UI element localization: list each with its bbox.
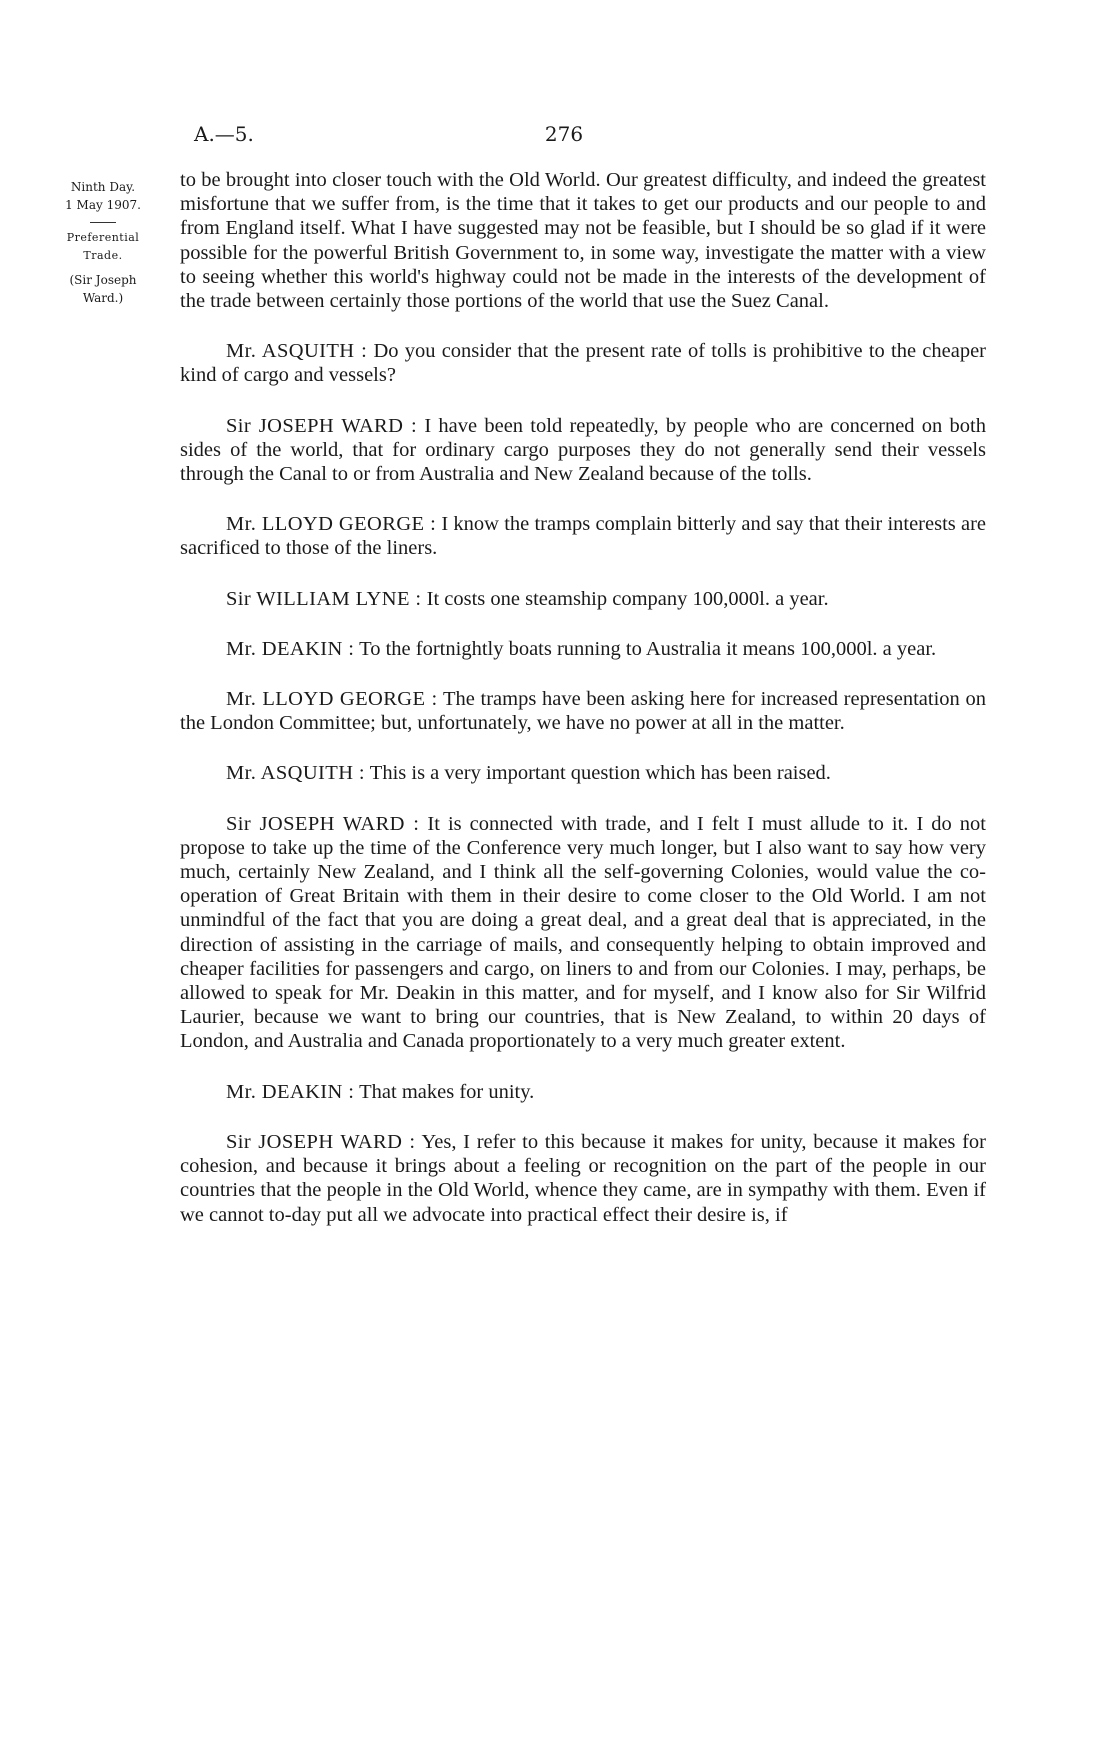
speaker-name: Mr. DEAKIN : [226, 637, 355, 660]
margin-divider [90, 222, 116, 223]
paragraph-text: Yes, I refer to this because it makes for unity, because it makes for cohesion, and because it brings about a feeling or recognition on the part of the people in our countries that the people in the Old World, whence they came, are in sympathy with them. Even if we cannot to-day put all we advocate into practical effect their desire is, if [180, 1130, 986, 1226]
margin-topic-line1: Preferential [66, 231, 140, 244]
paragraph [180, 168, 986, 313]
paragraph-text: This is a very important question which has been raised. [369, 762, 831, 785]
paragraph-text: To the fortnightly boats running to Australia it means 100,000l. a year. [359, 637, 937, 660]
paragraph-text: Do you consider that the present rate of tolls is prohibitive to the cheaper kind of cargo and vessels? [180, 340, 987, 387]
document-body [180, 168, 986, 1253]
page-number: 276 [544, 122, 584, 146]
speaker-name: Sir JOSEPH WARD : [226, 1130, 416, 1153]
paragraph-text: I know the tramps complain bitterly and say that their interests are sacrificed to those of the liners. [180, 513, 986, 560]
margin-notes [38, 178, 168, 307]
margin-day: Ninth Day. [70, 180, 136, 194]
paragraph [180, 339, 986, 387]
paragraph-text: I have been told repeatedly, by people who are concerned on both sides of the world, that for ordinary cargo purposes they do not generally send their vessels through the Canal to or from Australia and New Zealand because of the tolls. [180, 414, 986, 486]
margin-topic-line2: Trade. [83, 249, 123, 262]
paragraph-text: The tramps have been asking here for increased representation on the London Committee; but, unfortunately, we have no power at all in the matter. [180, 688, 986, 735]
margin-date: 1 May 1907. [65, 198, 141, 212]
paragraph-text: It costs one steamship company 100,000l. a year. [426, 587, 829, 610]
speaker-name: Mr. ASQUITH : [226, 340, 368, 363]
speaker-name: Mr. ASQUITH : [226, 762, 366, 785]
margin-speaker-line1: (Sir Joseph [69, 273, 137, 287]
paragraph [180, 414, 986, 487]
paragraph [180, 812, 986, 1054]
speaker-name: Mr. LLOYD GEORGE : [226, 513, 437, 536]
margin-speaker-line2: Ward.) [82, 291, 124, 305]
speaker-name: Sir JOSEPH WARD : [226, 414, 418, 437]
paragraph [180, 512, 986, 560]
speaker-name: Mr. LLOYD GEORGE : [226, 688, 438, 711]
speaker-name: Mr. DEAKIN : [226, 1080, 355, 1103]
paragraph [180, 587, 986, 611]
paragraph [180, 761, 986, 785]
paragraph [180, 1080, 986, 1104]
page-header [194, 122, 994, 148]
paragraph [180, 687, 986, 735]
document-reference: A.—5. [194, 122, 254, 146]
paragraph [180, 1130, 986, 1227]
paragraph [180, 637, 986, 661]
paragraph-text: That makes for unity. [359, 1080, 535, 1103]
paragraph-text: to be brought into closer touch with the Old World. Our greatest difficulty, and indeed the greatest misfortune that we suffer from, is the time that it takes to get our products and our people to and from England itself. What I have suggested may not be feasible, but I should be so glad if it were possible for the powerful British Government to, in some way, investigate the matter with a view to seeing whether this world's highway could not be made in the interests of the development of the trade between certainly those portions of the world that use the Suez Canal. [180, 169, 986, 313]
speaker-name: Sir WILLIAM LYNE : [226, 587, 422, 610]
paragraph-text: It is connected with trade, and I felt I must allude to it. I do not propose to take up the time of the Conference very much longer, but I also want to say how very much, certainly New Zealand, and I think all the self-governing Colonies, would value the co-operation of Great Britain with them in their desire to come closer to the Old World. I am not unmindful of the fact that you are doing a great deal, and a great deal that is appreciated, in the direction of assisting in the carriage of mails, and consequently helping to obtain improved and cheaper facilities for passengers and cargo, on liners to and from our Colonies. I may, perhaps, be allowed to speak for Mr. Deakin in this matter, and for myself, and I know also for Sir Wilfrid Laurier, because we want to bring our countries, that is New Zealand, to within 20 days of London, and Australia and Canada proportionately to a very much greater extent. [180, 812, 987, 1053]
speaker-name: Sir JOSEPH WARD : [226, 812, 420, 835]
